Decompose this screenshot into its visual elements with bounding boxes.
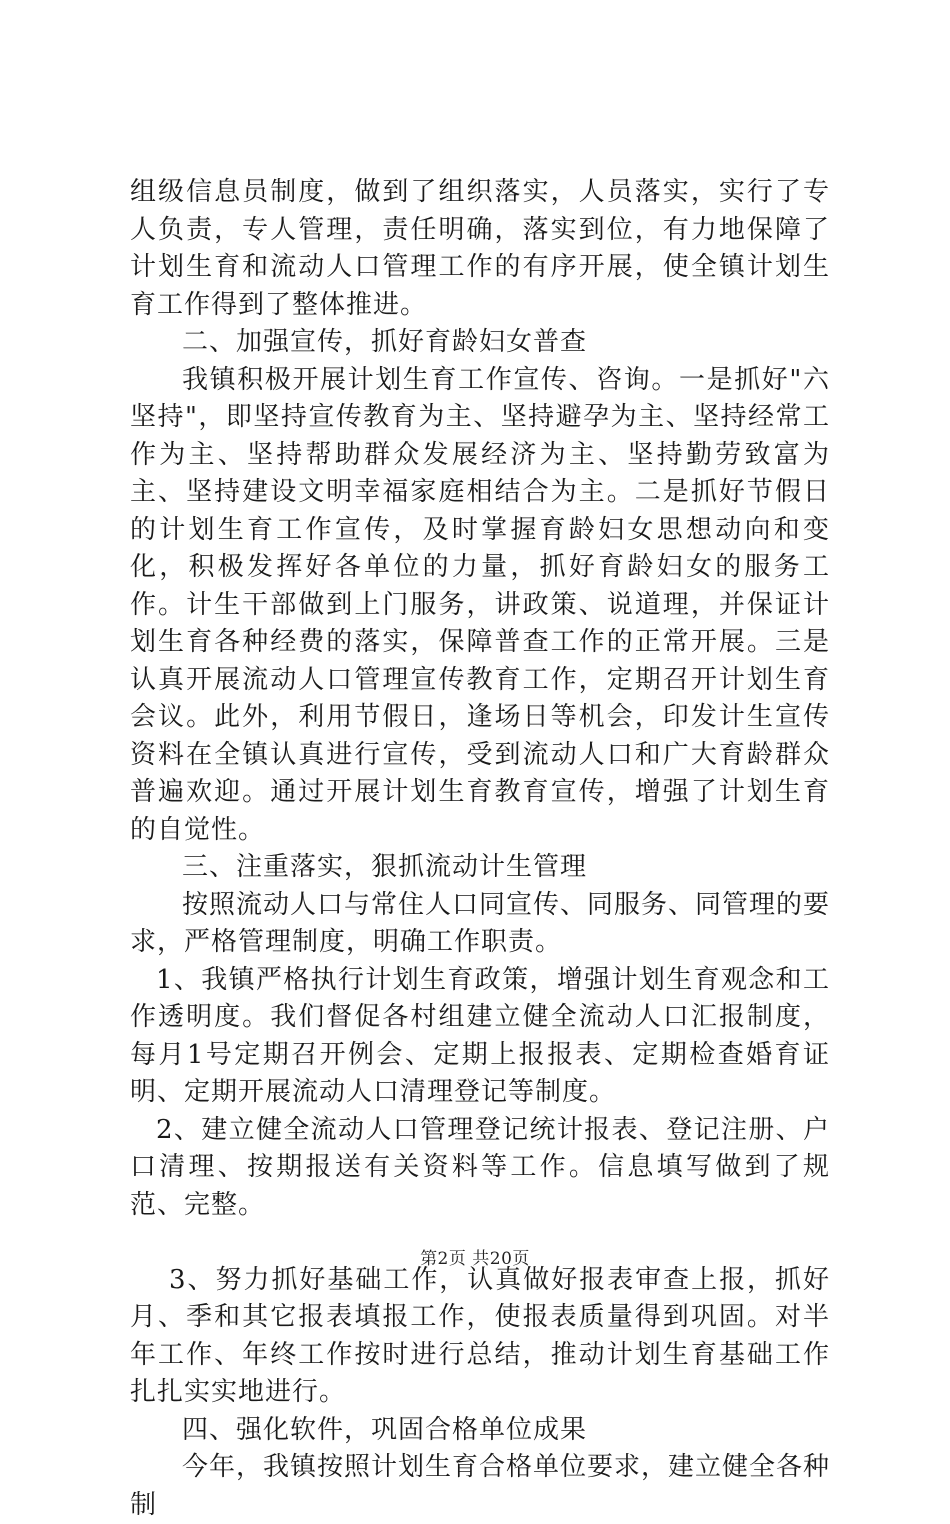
page-footer: 第2页 共20页 — [420, 1249, 530, 1269]
list-item-1: 1、我镇严格执行计划生育政策，增强计划生育观念和工作透明度。我们督促各村组建立健全流动人口汇报制度，每月1号定期召开例会、定期上报报表、定期检查婚育证明、定期开展流动人口清理登记等制度。 — [130, 964, 830, 1107]
section-heading-4: 四、强化软件，巩固合格单位成果 — [182, 1414, 588, 1445]
document-body — [130, 174, 830, 1524]
list-item-2: 2、建立健全流动人口管理登记统计报表、登记注册、户口清理、按期报送有关资料等工作。信息填写做到了规范、完整。 — [130, 1114, 830, 1220]
paragraph-publicity: 我镇积极开展计划生育工作宣传、咨询。一是抓好"六坚持"，即坚持宣传教育为主、坚持避孕为主、坚持经常工作为主、坚持帮助群众发展经济为主、坚持勤劳致富为主、坚持建设文明幸福家庭相结合为主。二是抓好节假日的计划生育工作宣传，及时掌握育龄妇女思想动向和变化，积极发挥好各单位的力量，抓好育龄妇女的服务工作。计生干部做到上门服务，讲政策、说道理，并保证计划生育各种经费的落实，保障普查工作的正常开展。三是认真开展流动人口管理宣传教育工作，定期召开计划生育会议。此外，利用节假日，逢场日等机会，印发计生宣传资料在全镇认真进行宣传，受到流动人口和广大育龄群众普遍欢迎。通过开展计划生育教育宣传，增强了计划生育的自觉性。 — [130, 364, 830, 845]
paragraph-management-requirements: 按照流动人口与常住人口同宣传、同服务、同管理的要求，严格管理制度，明确工作职责。 — [130, 889, 831, 957]
section-heading-3: 三、注重落实，狠抓流动计生管理 — [182, 852, 588, 882]
paragraph-this-year: 今年，我镇按照计划生育合格单位要求，建立健全各种制 — [130, 1452, 831, 1520]
list-item-3: 3、努力抓好基础工作，认真做好报表审查上报，抓好月、季和其它报表填报工作，使报表质量得到巩固。对半年工作、年终工作按时进行总结，推动计划生育基础工作扎扎实实地进行。 — [130, 1264, 830, 1407]
section-heading-2: 二、加强宣传，抓好育龄妇女普查 — [182, 327, 588, 357]
paragraph-continuation: 组级信息员制度，做到了组织落实，人员落实，实行了专人负责，专人管理，责任明确，落实到位，有力地保障了计划生育和流动人口管理工作的有序开展，使全镇计划生育工作得到了整体推进。 — [130, 177, 830, 320]
